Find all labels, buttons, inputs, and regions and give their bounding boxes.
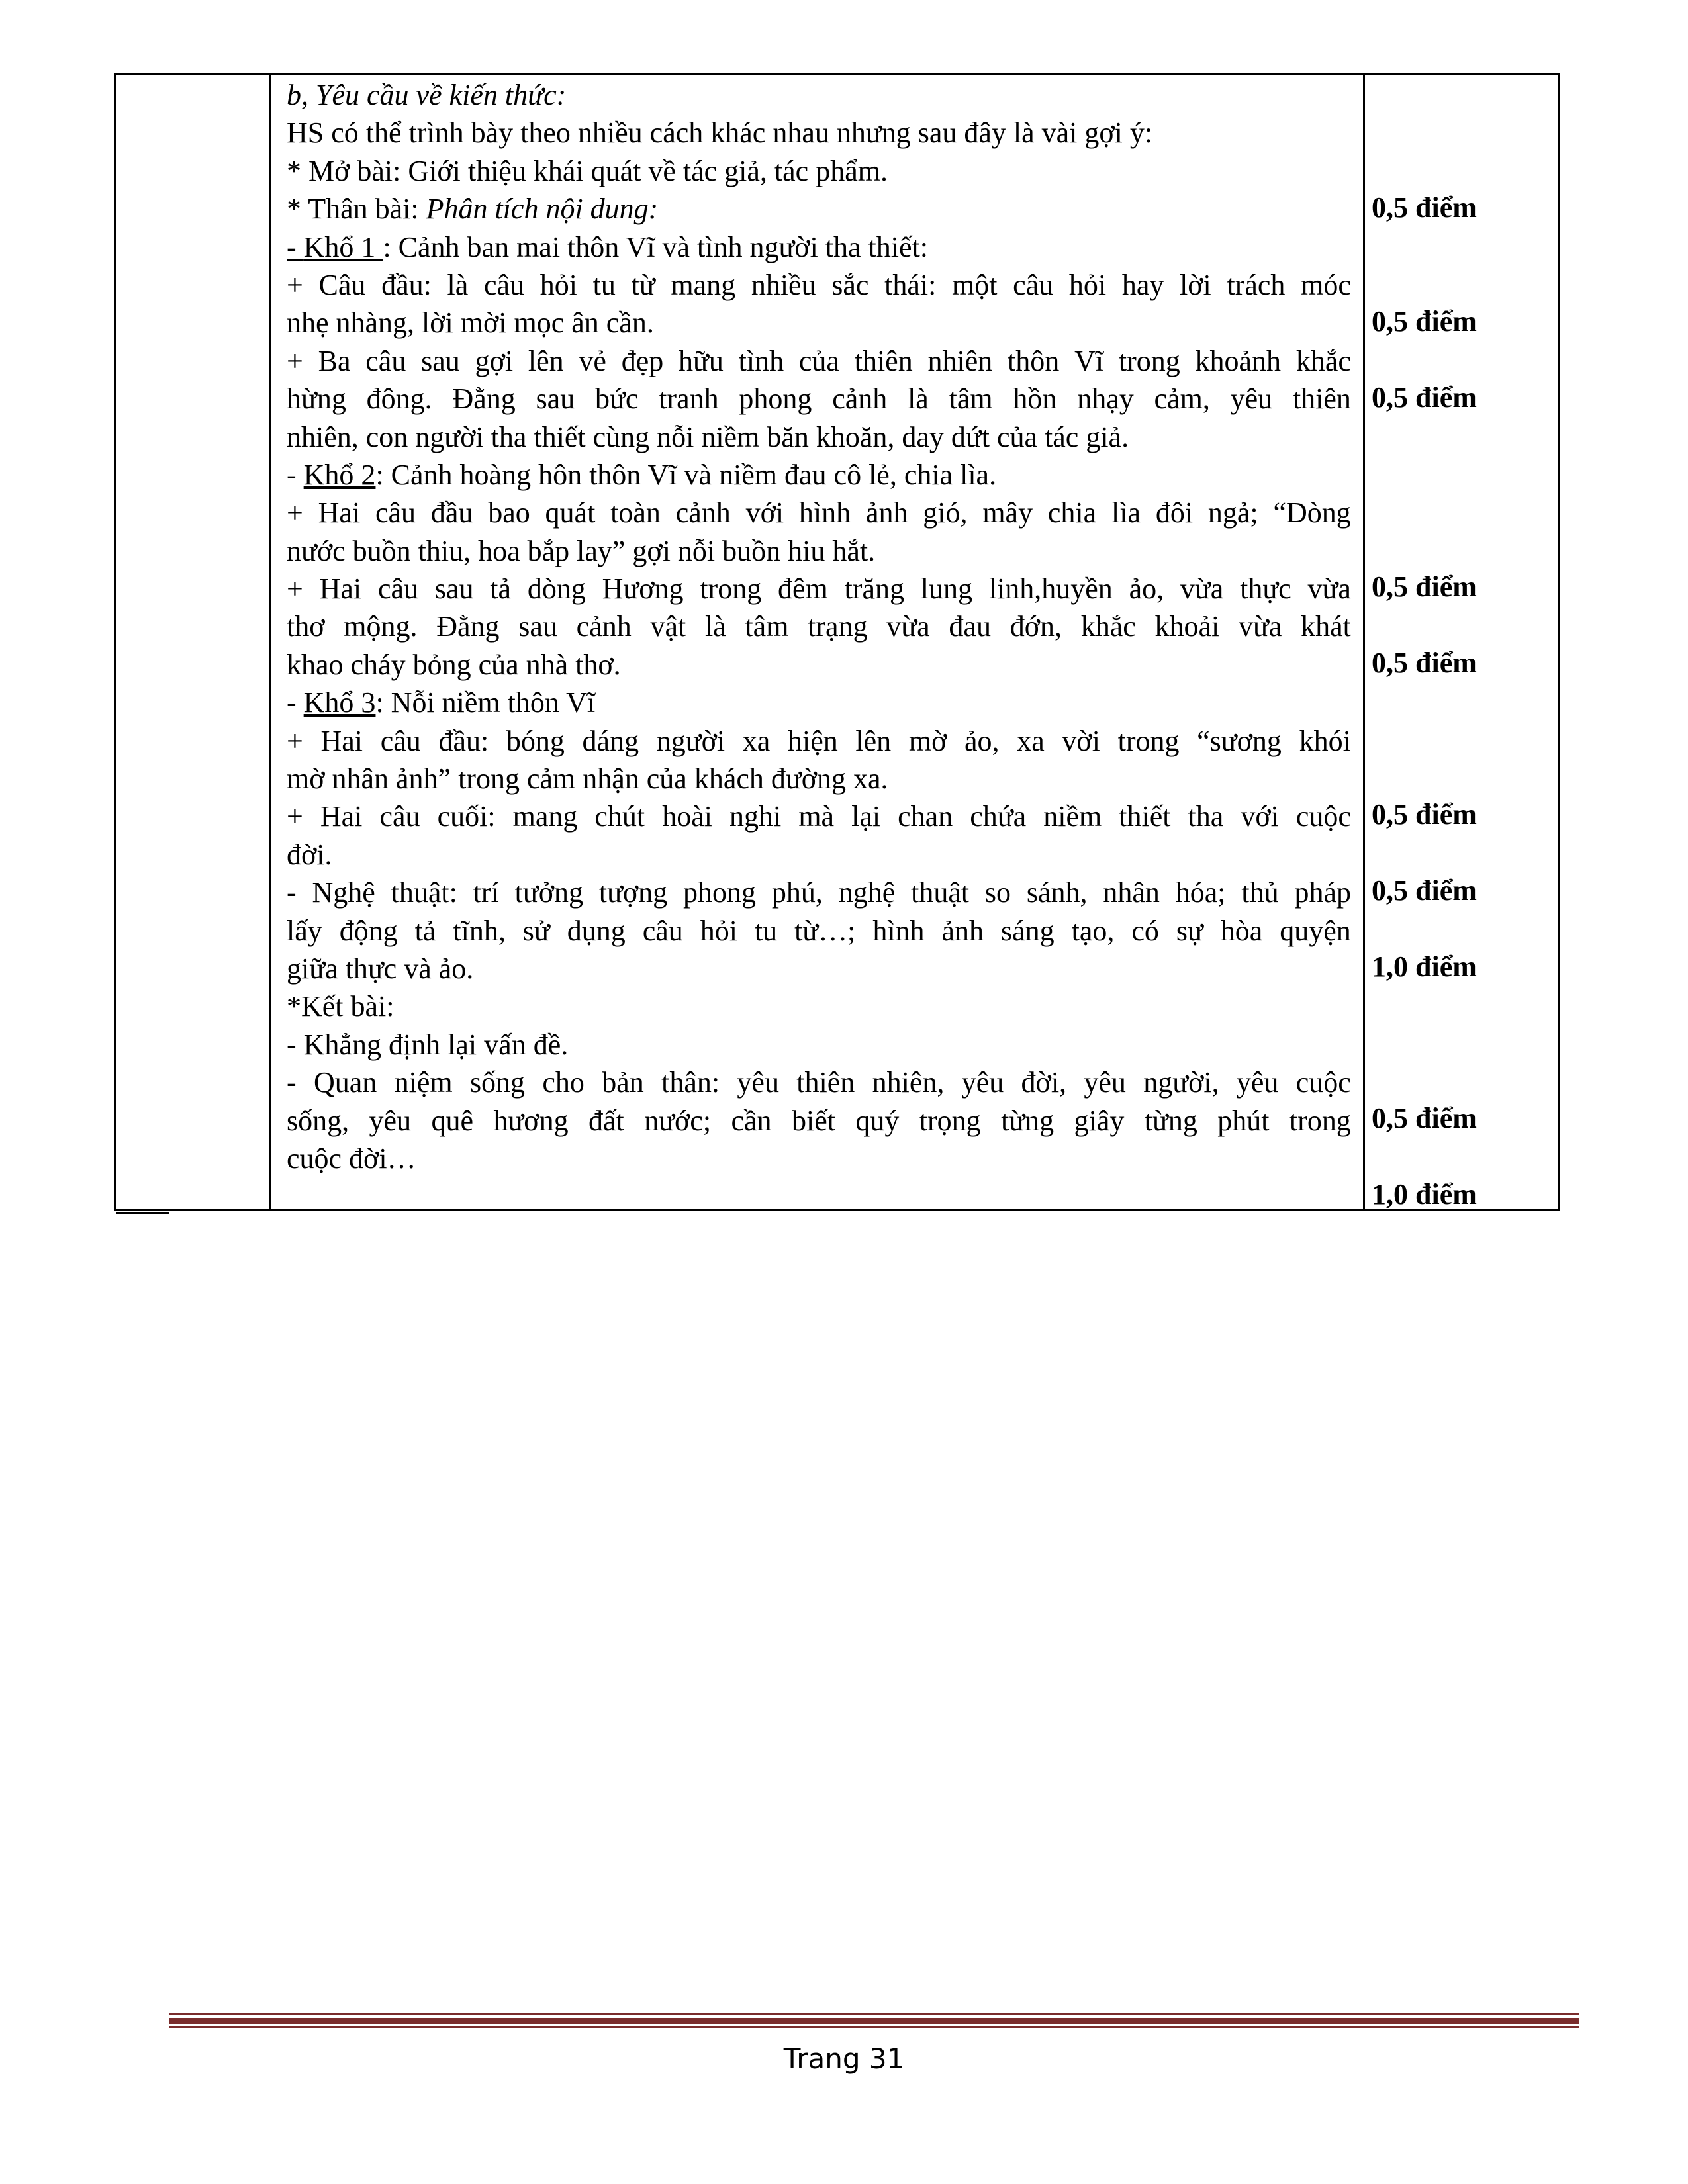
word: đầu:	[438, 724, 489, 757]
word: hình	[798, 496, 851, 529]
word: tả	[414, 914, 436, 947]
kho3-line	[287, 684, 1351, 721]
word: hồn	[1013, 383, 1057, 416]
word: với	[1241, 800, 1279, 833]
word: chia	[1047, 496, 1097, 529]
word: dụng	[567, 914, 626, 947]
word: động	[339, 914, 398, 947]
word: sánh,	[1026, 876, 1088, 909]
kho2-text: : Cảnh hoàng hôn thôn Vĩ và niềm đau cô lẻ, chia lìa.	[375, 458, 997, 491]
word: khát	[1301, 610, 1351, 643]
word: trong	[700, 572, 762, 606]
word: sau	[518, 610, 557, 643]
kho1-ba-cau-line-1	[287, 342, 1351, 380]
word: Nghệ	[312, 876, 375, 909]
word: -	[287, 876, 297, 909]
kho3-hai-cau-dau-line-1	[287, 722, 1351, 760]
word: +	[287, 800, 303, 833]
word: so	[984, 876, 1011, 909]
column-divider-right	[1363, 75, 1365, 1209]
word: ảnh	[865, 496, 908, 529]
word: hương	[493, 1104, 569, 1137]
word: cần	[731, 1104, 772, 1137]
word: quý	[855, 1104, 900, 1137]
word: hoài	[662, 800, 712, 833]
word: thôn	[1008, 344, 1060, 377]
word: có	[1131, 914, 1159, 947]
word: hóa;	[1175, 876, 1226, 909]
kho3-hai-cau-cuoi-line-1	[287, 797, 1351, 835]
word: Quan	[313, 1066, 377, 1099]
word: khắc	[1295, 344, 1351, 377]
word: ảo,	[964, 724, 1000, 757]
word: pháp	[1294, 876, 1351, 909]
word: tĩnh,	[453, 914, 506, 947]
word: Câu	[318, 268, 366, 301]
word: trọng	[919, 1104, 981, 1137]
kho2-prefix: -	[287, 458, 304, 491]
word: lên	[855, 724, 892, 757]
word: mây	[982, 496, 1033, 529]
mo-bai-line: * Mở bài: Giới thiệu khái quát về tác giả, tác phẩm.	[287, 154, 888, 187]
word: khoảnh	[1195, 344, 1282, 377]
word: yêu	[369, 1104, 412, 1137]
kho3-prefix: -	[287, 686, 304, 719]
word: đêm	[778, 572, 828, 606]
kho1-text: : Cảnh ban mai thôn Vĩ và tình người tha thiết:	[383, 230, 928, 263]
footer-rule-top	[169, 2013, 1579, 2015]
word: niệm	[394, 1066, 453, 1099]
word: yêu	[1236, 1066, 1279, 1099]
word: trong	[1289, 1104, 1351, 1137]
word: cảnh	[832, 383, 888, 416]
word: Đằng	[436, 610, 500, 643]
word: yêu	[1084, 1066, 1126, 1099]
quan-niem-line-3: cuộc đời…	[287, 1142, 416, 1175]
kho2-hai-cau-dau-line-2: nước buồn thiu, hoa bắp lay” gợi nỗi buồn hiu hắt.	[287, 534, 876, 567]
word: tu	[592, 268, 616, 301]
kho2-hai-cau-sau-line-3: khao cháy bỏng của nhà thơ.	[287, 648, 621, 681]
word: cuối:	[437, 800, 496, 833]
word: đông.	[366, 383, 432, 416]
ket-bai-line: *Kết bài:	[287, 990, 395, 1023]
word: vừa	[886, 610, 930, 643]
word: cảm,	[1154, 383, 1210, 416]
knowledge-heading: b, Yêu cầu về kiến thức:	[287, 79, 567, 111]
kho3-hai-cau-dau-line-2: mờ nhân ảnh” trong cảm nhận của khách đường xa.	[287, 762, 888, 796]
kho1-prefix: -	[287, 230, 304, 263]
word: sau	[421, 344, 460, 377]
word: lung	[920, 572, 972, 606]
word: bức	[595, 383, 639, 416]
word: sau	[434, 572, 474, 606]
kho2-hai-cau-sau-line-1	[287, 570, 1351, 608]
word: thiên	[1292, 383, 1351, 416]
word: vẻ	[579, 344, 606, 377]
word: đau	[949, 610, 991, 643]
score-7: 0,5 điểm	[1372, 874, 1477, 907]
kho1-ba-cau-line-2	[287, 380, 1351, 418]
word: quyện	[1280, 914, 1351, 947]
word: vừa	[1307, 572, 1351, 606]
word: móc	[1301, 268, 1351, 301]
word: hỏi	[539, 268, 577, 301]
word: nhạy	[1077, 383, 1134, 416]
word: tha	[1188, 800, 1224, 833]
word: “Dòng	[1273, 496, 1351, 529]
score-8: 1,0 điểm	[1372, 950, 1477, 983]
word: thuật:	[391, 876, 457, 909]
word: lời	[1180, 268, 1211, 301]
word: trí	[473, 876, 499, 909]
word: trạng	[808, 610, 868, 643]
word: đớn,	[1009, 610, 1062, 643]
word: trăng	[844, 572, 904, 606]
word: chứa	[970, 800, 1027, 833]
word: nghi	[729, 800, 782, 833]
word: hiện	[787, 724, 838, 757]
word: của	[798, 344, 839, 377]
word: phong	[683, 876, 757, 909]
word: lên	[528, 344, 564, 377]
word: yêu	[737, 1066, 779, 1099]
word: lấy	[287, 914, 322, 947]
word: trong	[1117, 724, 1180, 757]
score-4: 0,5 điểm	[1372, 570, 1477, 603]
word: tâm	[949, 383, 993, 416]
word: hừng	[287, 383, 346, 416]
word: giây	[1074, 1104, 1125, 1137]
word: Hai	[320, 800, 363, 833]
word: bản	[602, 1066, 644, 1099]
word: nhiên,	[872, 1066, 945, 1099]
word: nhân	[1103, 876, 1160, 909]
word: câu	[365, 344, 406, 377]
word: bóng	[506, 724, 565, 757]
word: là	[447, 268, 469, 301]
word: từng	[1144, 1104, 1197, 1137]
score-6: 0,5 điểm	[1372, 798, 1477, 831]
word: đầu:	[381, 268, 432, 301]
word: thiên	[854, 344, 913, 377]
word: từ…;	[794, 914, 856, 947]
word: thơ	[287, 610, 325, 643]
word: ảnh	[941, 914, 984, 947]
page-number: Trang 31	[783, 2042, 905, 2075]
word: vật	[650, 610, 686, 643]
word: hòa	[1220, 914, 1263, 947]
word: mang	[671, 268, 736, 301]
word: sự	[1176, 914, 1203, 947]
word: đẹp	[621, 344, 664, 377]
kho2-hai-cau-dau-line-1	[287, 494, 1351, 531]
word: biết	[791, 1104, 835, 1137]
intro-line: HS có thể trình bày theo nhiều cách khác nhau nhưng sau đây là vài gợi ý:	[287, 116, 1153, 150]
than-bai-line	[287, 190, 1351, 228]
word: đất	[588, 1104, 624, 1137]
word: niềm	[1043, 800, 1102, 833]
word: Vĩ	[1074, 344, 1104, 377]
word: câu	[375, 496, 416, 529]
kho3-label: Khổ 3	[303, 686, 376, 719]
word: xa	[1017, 724, 1045, 757]
word: Hai	[318, 496, 361, 529]
word: thực	[1240, 572, 1291, 606]
word: hay	[1121, 268, 1164, 301]
word: vời	[1062, 724, 1100, 757]
word: câu	[1013, 268, 1054, 301]
word: Hai	[320, 724, 363, 757]
word: câu	[484, 268, 525, 301]
score-5: 0,5 điểm	[1372, 647, 1477, 679]
word: sử	[522, 914, 550, 947]
kho2-hai-cau-sau-line-2	[287, 608, 1351, 645]
word: một	[952, 268, 998, 301]
word: cảnh	[576, 610, 632, 643]
word: hữu	[679, 344, 724, 377]
word: Hương	[602, 572, 684, 606]
footer-rule-thick	[169, 2018, 1579, 2024]
word: chút	[594, 800, 645, 833]
answer-table	[114, 73, 1560, 1211]
kho1-cau-dau-line-2: nhẹ nhàng, lời mời mọc ân cần.	[287, 306, 654, 340]
word: sắc	[831, 268, 869, 301]
word: xa	[742, 724, 771, 757]
than-bai-title: Phân tích nội dung:	[426, 193, 659, 226]
word: mờ	[908, 724, 947, 757]
word: +	[287, 496, 303, 529]
word: Hai	[319, 572, 362, 606]
word: gió,	[923, 496, 968, 529]
word: dáng	[582, 724, 639, 757]
kho3-hai-cau-cuoi-line-2: đời.	[287, 838, 332, 871]
word: mộng.	[344, 610, 418, 643]
kho1-cau-dau-line-1	[287, 266, 1351, 304]
word: lìa	[1111, 496, 1141, 529]
word: toàn	[610, 496, 661, 529]
word: trong	[1118, 344, 1180, 377]
word: tưởng	[514, 876, 583, 909]
nghe-thuat-line-2	[287, 912, 1351, 950]
word: “sương	[1197, 724, 1282, 757]
word: thái:	[884, 268, 937, 301]
word: phong	[739, 383, 812, 416]
word: câu	[642, 914, 683, 947]
word: -	[287, 1066, 297, 1099]
word: Đằng	[452, 383, 516, 416]
word: với	[745, 496, 784, 529]
word: cuộc	[1295, 800, 1351, 833]
quan-niem-line-2	[287, 1102, 1351, 1140]
word: nghệ	[838, 876, 896, 909]
word: câu	[379, 800, 420, 833]
word: người	[656, 724, 726, 757]
kho1-label: Khổ 1	[303, 230, 383, 263]
word: câu	[380, 724, 421, 757]
word: lại	[851, 800, 881, 833]
word: nhiều	[751, 268, 816, 301]
word: thiên	[796, 1066, 855, 1099]
word: ngả;	[1207, 496, 1258, 529]
word: quê	[431, 1104, 474, 1137]
word: +	[287, 572, 303, 606]
word: người,	[1143, 1066, 1219, 1099]
word: cho	[542, 1066, 585, 1099]
footer-rule-bottom	[169, 2026, 1579, 2028]
word: là	[704, 610, 726, 643]
word: +	[287, 724, 303, 757]
word: +	[287, 344, 303, 377]
word: từng	[1001, 1104, 1055, 1137]
word: bao	[488, 496, 530, 529]
score-3: 0,5 điểm	[1372, 381, 1477, 414]
kho2-line	[287, 456, 1351, 494]
word: vừa	[1239, 610, 1282, 643]
word: tượng	[598, 876, 668, 909]
word: tranh	[659, 383, 719, 416]
word: linh,huyền	[988, 572, 1113, 606]
word: hỏi	[700, 914, 737, 947]
word: yêu	[1230, 383, 1273, 416]
word: ảo,	[1129, 572, 1164, 606]
khang-dinh-line: - Khẳng định lại vấn đề.	[287, 1028, 569, 1061]
answer-content	[287, 76, 1351, 1177]
word: trách	[1227, 268, 1286, 301]
word: là	[908, 383, 929, 416]
word: +	[287, 268, 303, 301]
word: hình	[872, 914, 925, 947]
word: từ	[631, 268, 655, 301]
score-2: 0,5 điểm	[1372, 305, 1477, 338]
word: gợi	[475, 344, 514, 377]
word: quát	[545, 496, 596, 529]
word: khói	[1299, 724, 1351, 757]
word: sáng	[1001, 914, 1055, 947]
word: mà	[798, 800, 835, 833]
word: Ba	[318, 344, 351, 377]
word: nước;	[644, 1104, 712, 1137]
word: đầu	[430, 496, 473, 529]
than-bai-label: * Thân bài:	[287, 193, 426, 226]
kho1-ba-cau-line-3: nhiên, con người tha thiết cùng nỗi niềm băn khoăn, day dứt của tác giả.	[287, 420, 1129, 453]
score-1: 0,5 điểm	[1372, 191, 1477, 224]
word: hỏi	[1068, 268, 1107, 301]
word: dòng	[527, 572, 586, 606]
word: đôi	[1155, 496, 1194, 529]
nghe-thuat-line-1	[287, 874, 1351, 911]
word: cuộc	[1295, 1066, 1351, 1099]
word: tâm	[745, 610, 789, 643]
word: cảnh	[675, 496, 731, 529]
word: sống	[469, 1066, 526, 1099]
word: tạo,	[1071, 914, 1115, 947]
word: sống,	[287, 1104, 350, 1137]
nghe-thuat-line-3: giữa thực và ảo.	[287, 952, 474, 985]
column-divider-left	[269, 75, 271, 1209]
word: tu	[754, 914, 778, 947]
word: khắc	[1080, 610, 1136, 643]
word: tình	[738, 344, 784, 377]
word: khoải	[1154, 610, 1220, 643]
kho3-text: : Nỗi niềm thôn Vĩ	[375, 686, 596, 719]
word: tả	[490, 572, 512, 606]
word: phú,	[771, 876, 823, 909]
word: phút	[1217, 1104, 1270, 1137]
score-9: 0,5 điểm	[1372, 1102, 1477, 1134]
word: thân:	[661, 1066, 720, 1099]
word: chan	[898, 800, 953, 833]
table-bottom-tail	[116, 1212, 169, 1214]
word: vừa	[1180, 572, 1224, 606]
word: yêu	[961, 1066, 1004, 1099]
word: sau	[536, 383, 575, 416]
word: thiết	[1119, 800, 1171, 833]
kho2-label: Khổ 2	[303, 458, 376, 491]
word: thuật	[911, 876, 970, 909]
kho1-line	[287, 228, 1351, 266]
quan-niem-line-1	[287, 1064, 1351, 1101]
score-10: 1,0 điểm	[1372, 1178, 1477, 1210]
word: nhiên	[927, 344, 993, 377]
word: mang	[512, 800, 578, 833]
word: câu	[377, 572, 419, 606]
word: thủ	[1241, 876, 1279, 909]
word: đời,	[1021, 1066, 1067, 1099]
